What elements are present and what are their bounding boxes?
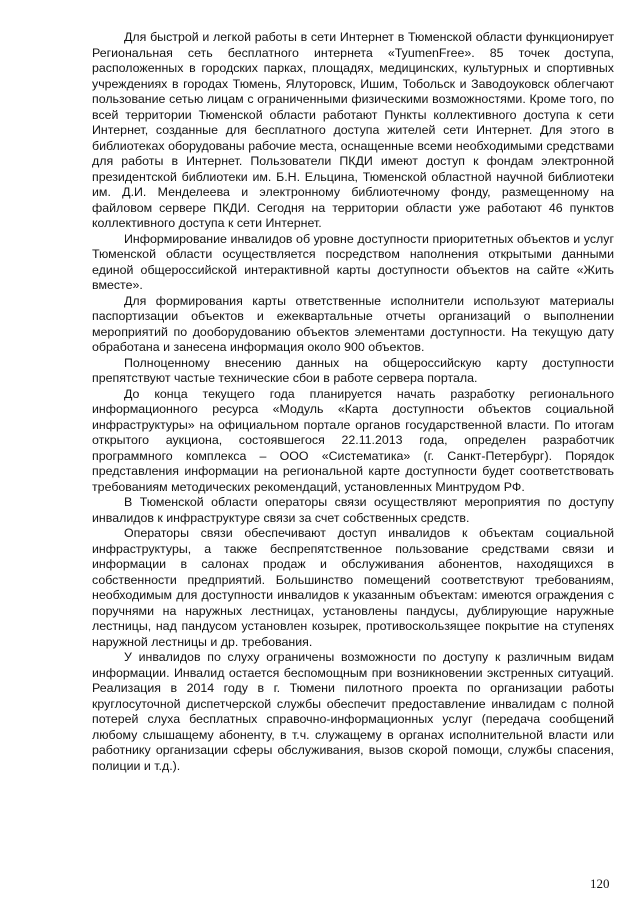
paragraph-map-formation: Для формирования карты ответственные исполнители используют материалы паспортизации объектов и ежеквартальные отчеты организаций о выполнении мероприятий по дооборудованию объектов элементами доступности. На текущую дату обработана и занесена информация около 900 объектов. (92, 293, 614, 354)
paragraph-telecom-operators: В Тюменской области операторы связи осуществляют мероприятия по доступу инвалидов к инфраструктуре связи за счет собственных средств. (92, 495, 614, 525)
paragraph-operators-access: Операторы связи обеспечивают доступ инвалидов к объектам социальной инфраструктуры, а также беспрепятственное пользование средствами связи и информации в салонах продаж и обслуживания абонентов, находящихся в собственности предприятий. Большинство помещений соответствуют требованиям, необходимым для доступности инвалидов к указанным объектам: имеются ограждения с поручнями на наружных лестницах, установлены пандусы, дублирующие наружные лестницы, над пандусом установлен козырек, противоскользящее покрытие на ступенях наружной лестницы и др. требования. (92, 526, 614, 649)
paragraph-informing-invalids: Информирование инвалидов об уровне доступности приоритетных объектов и услуг Тюменской области осуществляется посредством наполнения открытыми данными единой общероссийской интерактивной карты доступности объектов на сайте «Жить вместе». (92, 231, 614, 292)
paragraph-regional-resource: До конца текущего года планируется начать разработку регионального информационного ресурса «Модуль «Карта доступности объектов социальной инфраструктуры» на официальном портале органов государственной власти. По итогам открытого аукциона, состоявшегося 22.11.2013 года, определен разработчик программного комплекса – ООО «Систематика» (г. Санкт-Петербург). Порядок представления информации на региональной карте доступности будет соответствовать требованиям методических рекомендаций, установленных Минтрудом РФ. (92, 386, 614, 494)
paragraph-portal-failures: Полноценному внесению данных на общероссийскую карту доступности препятствуют частые технические сбои в работе сервера портала. (92, 355, 614, 385)
body-text (92, 30, 614, 774)
paragraph-hearing-impaired: У инвалидов по слуху ограничены возможности по доступу к различным видам информации. Инвалид остается беспомощным при возникновении экстренных ситуаций. Реализация в 2014 году в г. Тюмени пилотного проекта по организации работы круглосуточной диспетчерской службы обеспечит предоставление инвалидам с полной потерей слуха бесплатных справочно-информационных услуг (передача сообщений любому слышащему абоненту, в т.ч. служащему в органах исполнительной власти или работнику организации сферы обслуживания, вызов скорой помощи, службы спасения, полиции и т.д.). (92, 650, 614, 773)
page-number: 120 (590, 876, 610, 891)
paragraph-tyumenfree: Для быстрой и легкой работы в сети Интернет в Тюменской области функционирует Региональная сеть бесплатного интернета «TyumenFree». 85 точек доступа, расположенных в городских парках, площадях, медицинских, культурных и спортивных учреждениях в городах Тюмень, Ялуторовск, Ишим, Тобольск и Заводоуковск облегчают пользование сетью лицам с ограниченными физическими возможностями. Кроме того, по всей территории Тюменской области работают Пункты коллективного доступа к сети Интернет, созданные для бесплатного доступа жителей сети Интернет. Для этого в библиотеках оборудованы рабочие места, оснащенные всеми необходимыми средствами для работы в Интернет. Пользователи ПКДИ имеют доступ к фондам электронной президентской библиотеки им. Б.Н. Ельцина, Тюменской областной научной библиотеки им. Д.И. Менделеева и электронному библиотечному фонду, размещенному на файловом сервере ПКДИ. Сегодня на территории области уже работают 46 пунктов коллективного доступа к сети Интернет. (92, 30, 614, 230)
